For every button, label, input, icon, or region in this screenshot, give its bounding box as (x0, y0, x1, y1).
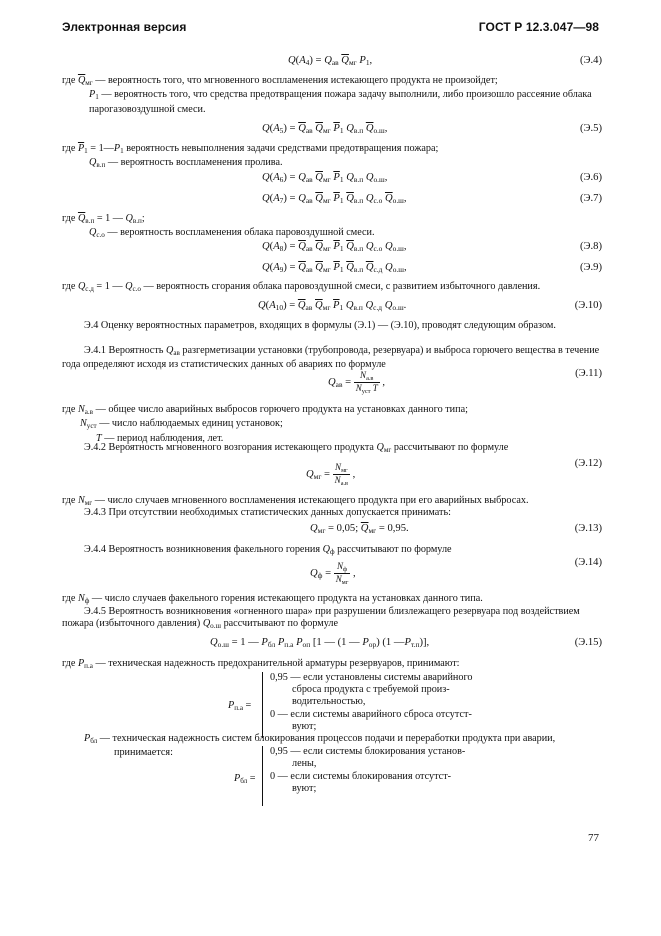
document-page: Электронная версия ГОСТ Р 12.3.047—98 $Q(A_4) = Q_{ав}$ $\overline{Q}_{мг}$ $P_1$, (Э.4) где $\overline{Q}_{мг}$ — вероятность того, что мгновенного воспламенения истекающего продукта не произойдет; $P_1$ — вероятность того, что средства предотвращения пожара задачу выполнили, либо произошло рассеяние облака парогазовоздушной смеси. $Q(A_5) = \overline{Q}_{ав}$ $\overline{Q}_{мг}$ $\overline{P}_1$ $Q_{в.п}$ $\overline{Q}_{о.ш}$, (Э.5) где $\overline{P}_1$ = $1—P_1$ вероятность невыполнения задачи средствами предотвращения пожара; $Q_{в.п}$ — вероятность воспламенения пролива. $Q(A_6) = Q_{ав}$ $\overline{Q}_{мг}$ $\overline{P}_1$ $Q_{в.п}$ $Q_{о.ш}$, (Э.6) $Q(A_7) = Q_{ав}$ $\overline{Q}_{мг}$ $\overline{P}_1$ $\overline{Q}_{в.п}$ $Q_{с.о}$ $\overline{Q}_{о.ш}$, (Э.7) где $\overline{Q}_{в.п} = 1$ — $Q_{в.п}$; $Q_{с.о}$ — вероятность воспламенения облака паровоздушной смеси. $Q(A_8) = \overline{Q}_{ав}$ $\overline{Q}_{мг}$ $\overline{P}_1$ $\overline{Q}_{в.п}$ $Q_{с.о}$ $Q_{о.ш}$, (Э.8) $Q(A_9) = \overline{Q}_{ав}$ $\overline{Q}_{мг}$ $\overline{P}_1$ $\overline{Q}_{в.п}$ $\overline{Q}_{с.д}$ $Q_{о.ш}$, (Э.9) где $Q_{с.д} = 1$ — $Q_{с.о}$ — вероятность сгорания облака паровоздушной смеси, с развитием избыточного давления. $Q(A_{10}) = \overline{Q}_{ав}$ $\overline{Q}_{мг}$ $\overline{P}_1$ $Q_{в.п}$ $Q_{с.д}$ $Q_{о.ш}$. (Э.10) Э.4 Оценку вероятностных параметров, входящих в формулы (Э.1) — (Э.10), проводят следующим образом. Э.4.1 Вероятность $Q_{ав}$ разгерметизации установки (трубопровода, резервуара) и выброса горючего вещества в течение года определяют исходя из статистических данных об авариях по формуле $Q_{ав}$ = $\frac{N_{а.в}}{N_{уст} T}$ , (Э.11) где $N_{а.в}$ — общее число аварийных выбросов горючего продукта на установках данного типа; $N_{уст}$ — число наблюдаемых единиц установок; T — период наблюдения, лет. Э.4.2 Вероятность мгновенного возгорания истекающего продукта $Q_{мг}$ рассчитывают по формуле $Q_{мг}$ = $\frac{N_{мг}}{N_{а.в}}$ , (Э.12) где $N_{мг}$ — число случаев мгновенного воспламенения истекающего продукта при его аварийных выбросах. Э.4.3 При отсутствии необходимых статистических данных допускается принимать: $Q_{мг} = 0,05$; $\overline{Q}_{мг} = 0,95$. (Э.13) Э.4.4 Вероятность возникновения факельного горения $Q_ф$ рассчитывают по формуле $Q_ф$ = $\frac{N_ф}{N_{мг}}$ , (Э.14) где $N_ф$ — число случаев факельного горения истекающего продукта на установках данного типа. Э.4.5 Вероятность возникновения «огненного шара» при разрушении близлежащего резервуара под воздействием пожара (избыточного давления) $Q_{о.ш}$ рассчитывают по формуле $Q_{о.ш} = 1$ — $P_{бл}$ $P_{п.а}$ $P_{оп}$ [1 — (1 — $P_{ор}$) (1 $—P_{т.п}$)], (Э.15) где $P_{п.а}$ — техническая надежность предохранительной арматуры резервуаров, принимают: $P_{п.а}$ = 0,95 — если установлены системы аварийного сброса продукта с требуемой произ- водительностью, 0 — если системы аварийного сброса отсутст- вуют; $P_{бл}$ — техническая надежность систем блокирования процессов подачи и переработки продукта при аварии, принимается: $P_{бл}$ = 0,95 — если системы блокирования установ- лены, 0 — если системы блокирования отсутст- вуют; 77 (62, 20, 602, 844)
text-block-1: где $\overline{Q}_{мг}$ — вероятность того, что мгновенного воспламенения истекающего продукта не произойдет; $P_1$ — вероятность того, что средства предотвращения пожара задачу выполнили, либо произошло рассеяние облака парогазовоздушной смеси. (62, 75, 592, 115)
formula-e14: $Q_ф$ = $\frac{N_ф}{N_{мг}}$ , (Э.14) (310, 557, 602, 586)
text-block-6: где $N_{мг}$ — число случаев мгновенного воспламенения истекающего продукта при его аварийных выбросах. (62, 495, 529, 507)
brace-2 (262, 746, 263, 806)
case-label-1: $P_{п.а}$ = (228, 700, 252, 712)
text-block-5: где $N_{а.в}$ — общее число аварийных выбросов горючего продукта на установках данного типа; $N_{уст}$ — число наблюдаемых единиц установок; T — период наблюдения, лет. (62, 404, 468, 444)
case-label-2: $P_{бл}$ = (234, 773, 256, 785)
text-block-7: где $N_ф$ — число случаев факельного горения истекающего продукта на установках данного типа. (62, 593, 483, 605)
page-number: 77 (588, 832, 599, 844)
case-2b: 0 — если системы блокирования отсутст- вуют; (270, 771, 452, 795)
paragraph-e42: Э.4.2 Вероятность мгновенного возгорания истекающего продукта $Q_{мг}$ рассчитывают по формуле (84, 442, 509, 454)
paragraph-e4: Э.4 Оценку вероятностных параметров, входящих в формулы (Э.1) — (Э.10), проводят следующим образом. (84, 320, 556, 331)
case-1b: 0 — если системы аварийного сброса отсутст- вуют; (270, 709, 472, 733)
header-left: Электронная версия (62, 20, 187, 34)
paragraph-e43: Э.4.3 При отсутствии необходимых статистических данных допускается принимать: (84, 507, 451, 518)
text-block-3: где $\overline{Q}_{в.п} = 1$ — $Q_{в.п}$; $Q_{с.о}$ — вероятность воспламенения облака паровоздушной смеси. (62, 213, 375, 240)
text-block-8: где $P_{п.а}$ — техническая надежность предохранительной арматуры резервуаров, принимают: (62, 658, 460, 670)
case-1a: 0,95 — если установлены системы аварийного сброса продукта с требуемой произ- водительностью, (270, 672, 473, 708)
brace-1 (262, 672, 263, 738)
paragraph-e44: Э.4.4 Вероятность возникновения факельного горения $Q_ф$ рассчитывают по формуле (84, 544, 452, 556)
formula-e11: $Q_{ав}$ = $\frac{N_{а.в}}{N_{уст} T}$ , (Э.11) (328, 368, 602, 395)
header-right: ГОСТ Р 12.3.047—98 (478, 20, 599, 34)
text-block-4: где $Q_{с.д} = 1$ — $Q_{с.о}$ — вероятность сгорания облака паровоздушной смеси, с развитием избыточного давления. (62, 281, 541, 293)
text-block-9: $P_{бл}$ — техническая надежность систем блокирования процессов подачи и переработки продукта при аварии, принимается: (84, 733, 556, 759)
text-block-2: где $\overline{P}_1$ = $1—P_1$ вероятность невыполнения задачи средствами предотвращения пожара; $Q_{в.п}$ — вероятность воспламенения пролива. (62, 143, 439, 170)
paragraph-e45: Э.4.5 Вероятность возникновения «огненного шара» при разрушении близлежащего резервуара под воздействием пожара (избыточного давления) $Q_{о.ш}$ рассчитывают по формуле (62, 606, 580, 631)
formula-e12: $Q_{мг}$ = $\frac{N_{мг}}{N_{а.в}}$ , (Э.12) (306, 458, 602, 487)
paragraph-e41: Э.4.1 Вероятность $Q_{ав}$ разгерметизации установки (трубопровода, резервуара) и выброса горючего вещества в течение года определяют исходя из статистических данных об авариях по формуле (62, 345, 600, 371)
case-2a: 0,95 — если системы блокирования установ- лены, (270, 746, 466, 770)
